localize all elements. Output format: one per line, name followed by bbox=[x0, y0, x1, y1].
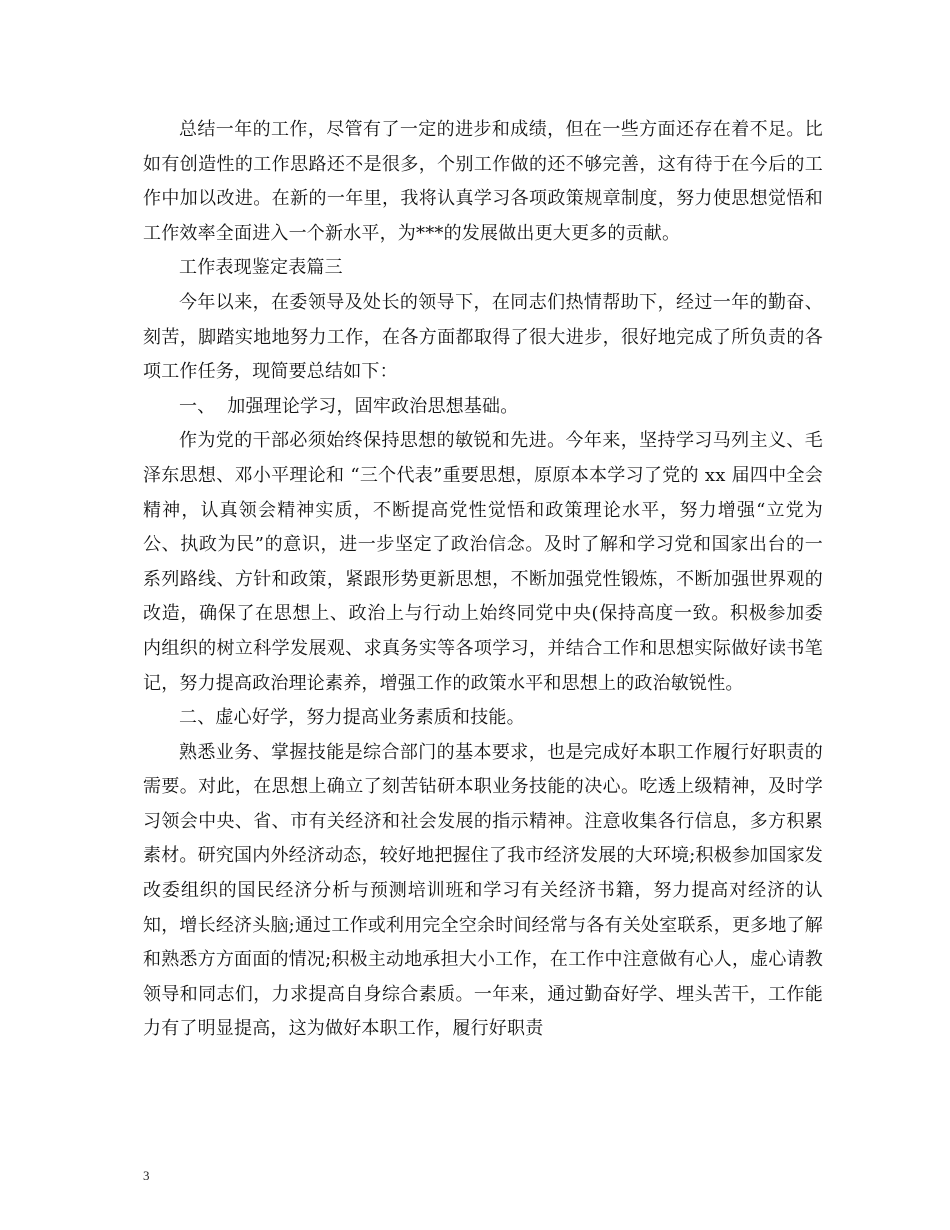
page-number: 3 bbox=[143, 1168, 150, 1183]
heading-professional-skills: 二、虚心好学，努力提高业务素质和技能。 bbox=[179, 707, 525, 729]
paragraph-theory-study: 作为党的干部必须始终保持思想的敏锐和先进。今年来，坚持学习马列主义、毛泽东思想、邓小平理论和 “三个代表”重要思想，原原本本学习了党的 xx 届四中全会精神，认真领会精神实质，不断提高党性觉悟和政策理论水平，努力增强“立党为公、执政为民”的意识，进一步坚定了政治信念。及时了解和学习党和国家出台的一系列路线、方针和政策，紧跟形势更新思想，不断加强党性锻炼，不断加强世界观的改造，确保了在思想上、政治上与行动上始终同党中央(保持高度一致。积极参加委内组织的树立科学发展观、求真务实等各项学习，并结合工作和思想实际做好读书笔记，努力提高政治理论素养，增强工作的政策水平和思想上的政治敏锐性。 bbox=[143, 430, 823, 694]
heading-theory-study: 一、 加强理论学习，固牢政治思想基础。 bbox=[179, 395, 519, 417]
paragraph-summary: 总结一年的工作，尽管有了一定的进步和成绩，但在一些方面还存在着不足。比如有创造性的工作思路还不是很多，个别工作做的还不够完善，这有待于在今后的工作中加以改进。在新的一年里，我将认真学习各项政策规章制度，努力使思想觉悟和工作效率全面进入一个新水平，为***的发展做出更大更多的贡献。 bbox=[143, 119, 823, 244]
section-heading-part-three: 工作表现鉴定表篇三 bbox=[179, 257, 343, 279]
paragraph-professional-skills: 熟悉业务、掌握技能是综合部门的基本要求，也是完成好本职工作履行好职责的需要。对此，在思想上确立了刻苦钻研本职业务技能的决心。吃透上级精神，及时学习领会中央、省、市有关经济和社会发展的指示精神。注意收集各行信息，多方积累素材。研究国内外经济动态，较好地把握住了我市经济发展的大环境;积极参加国家发改委组织的国民经济分析与预测培训班和学习有关经济书籍，努力提高对经济的认知，增长经济头脑;通过工作或利用完全空余时间经常与各有关处室联系，更多地了解和熟悉方方面面的情况;积极主动地承担大小工作，在工作中注意做有心人，虚心请教领导和同志们，力求提高自身综合素质。一年来，通过勤奋好学、埋头苦干，工作能力有了明显提高，这为做好本职工作，履行好职责 bbox=[143, 741, 823, 1040]
document-body bbox=[143, 113, 823, 1047]
paragraph-intro: 今年以来，在委领导及处长的领导下，在同志们热情帮助下，经过一年的勤奋、刻苦，脚踏实地地努力工作，在各方面都取得了很大进步，很好地完成了所负责的各项工作任务，现简要总结如下： bbox=[143, 291, 823, 383]
